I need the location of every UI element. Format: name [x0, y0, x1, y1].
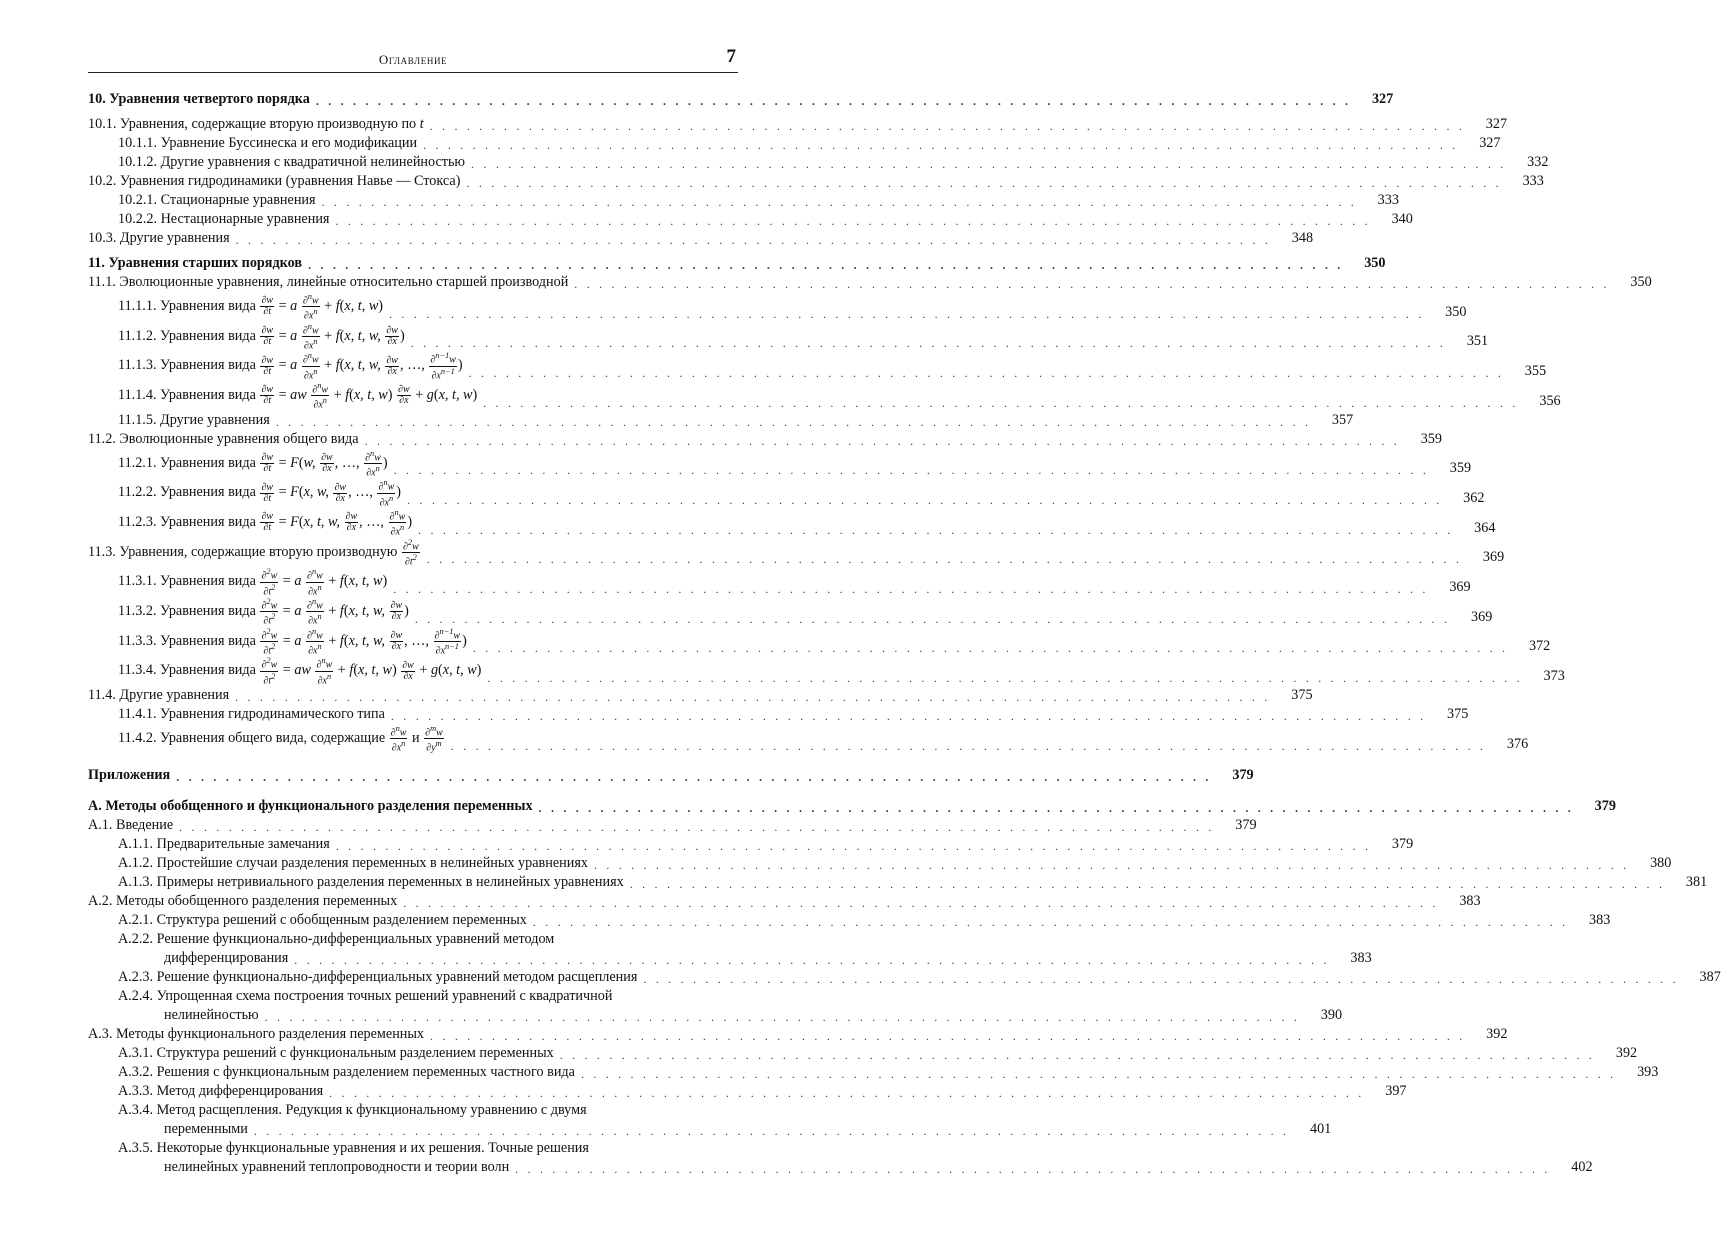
formula-fraction: $\frac{\partial^nw}{\partial x^n}$ — [302, 292, 319, 322]
toc-page-number: 402 — [1571, 1158, 1593, 1175]
formula-fraction: $\frac{\partial^nw}{\partial x^n}$ — [306, 596, 323, 627]
toc-entry-label: A.1. Введение — [88, 816, 174, 833]
toc-page-number: 393 — [1637, 1063, 1659, 1080]
toc-entry-a-3-4[interactable] — [88, 1101, 738, 1120]
toc-page-number: 362 — [1463, 489, 1485, 506]
toc-entry-a-1[interactable] — [88, 816, 1257, 835]
formula-fraction: $\frac{\partial^nw}{\partial x^n}$ — [306, 567, 323, 597]
toc-page-number: 369 — [1471, 608, 1493, 625]
dot-leader — [515, 1161, 1550, 1177]
toc-entry-label: 11.1.5. Другие уравнения — [118, 411, 270, 428]
toc-entry-a-3-5[interactable] — [88, 1139, 738, 1158]
toc-entry-11-3-4[interactable] — [88, 656, 1565, 686]
toc-page-number: 350 — [1630, 274, 1652, 290]
dot-leader — [423, 137, 1458, 153]
toc-page-number: 359 — [1449, 460, 1472, 477]
toc-entry-11-2-2[interactable] — [88, 478, 1485, 508]
toc-page-number: 348 — [1291, 230, 1314, 246]
toc-page-number: 327 — [1371, 91, 1394, 107]
toc-entry-label: 11.2. Эволюционные уравнения общего вида — [88, 430, 359, 447]
toc-entry-11-2-3[interactable] — [88, 507, 1496, 538]
toc-entry-11-3-2[interactable] — [88, 596, 1493, 627]
toc-entry-appendix-a[interactable] — [88, 797, 1616, 816]
dot-leader — [265, 1009, 1300, 1025]
toc-entry-11-1-2[interactable] — [88, 321, 1489, 352]
toc-page-number: 392 — [1486, 1025, 1508, 1042]
toc-entry-label: A.3.4. Метод расщепления. Редукция к функциональному уравнению с двумя — [118, 1101, 587, 1118]
toc-entry-label: нелинейностью — [164, 1006, 259, 1023]
dot-leader — [254, 1123, 1289, 1139]
toc-entry-a-3-4-cont[interactable] — [88, 1120, 1332, 1139]
formula-fraction: $\frac{\partial w}{\partial x}$ — [390, 629, 403, 652]
toc-page-number: 369 — [1449, 578, 1471, 595]
toc-entry-label: 11.3. Уравнения, содержащие вторую производную $\frac{\partial^2w}{\partial t^2}$ — [88, 537, 419, 568]
toc-page-number: 369 — [1482, 549, 1505, 566]
toc-entry-label: нелинейных уравнений теплопроводности и теории волн — [164, 1158, 510, 1175]
formula-fraction: $\frac{\partial w}{\partial t}$ — [261, 384, 274, 407]
toc-entry-a-2-2-cont[interactable] — [88, 949, 1372, 968]
formula: $\frac{\partial w}{\partial t}$ — [261, 295, 274, 318]
toc-entry-11-3-3[interactable] — [88, 626, 1551, 657]
toc-entry-label: 10.3. Другие уравнения — [88, 230, 230, 246]
formula-fraction: $\frac{\partial w}{\partial t}$ — [261, 451, 274, 474]
toc-entry-a-2-4-cont[interactable] — [88, 1006, 1343, 1025]
toc-entry-11-4[interactable] — [88, 686, 1313, 705]
formula-fraction: $\frac{\partial w}{\partial t}$ — [261, 511, 274, 534]
toc-entry-label: 11.2.3. Уравнения вида $\frac{\partial w}{\partial t}$ = F(x, t, w, $\frac{\partial w}{\partial x}$ , …, $\frac{\partial^nw}{\partial x^n}$ ) — [118, 507, 413, 538]
toc-entry-label: A.2.2. Решение функционально-дифференциальных уравнений методом — [118, 930, 555, 947]
formula-fraction: $\frac{\partial^{n-1}w}{\partial x^{n-1}}$ — [434, 626, 461, 657]
formula-fraction: $\frac{\partial^2w}{\partial t^2}$ — [261, 596, 278, 627]
formula-fraction: $\frac{\partial w}{\partial x}$ — [402, 659, 414, 682]
toc-entry-label: Приложения — [88, 766, 171, 783]
toc-entry-label: A.2.1. Структура решений с обобщенным разделением переменных — [118, 911, 527, 928]
dot-leader — [391, 708, 1426, 724]
dot-leader — [643, 971, 1678, 987]
toc-entry-a-3[interactable] — [88, 1025, 1508, 1044]
dot-leader — [430, 118, 1465, 134]
toc-page-number: 327 — [1479, 135, 1501, 151]
dot-leader — [630, 876, 1665, 892]
toc-entry-label: 10.2. Уравнения гидродинамики (уравнения Навье — Стокса) — [88, 173, 461, 189]
page-number: 7 — [726, 46, 736, 67]
toc-entry-label: 11. Уравнения старших порядков — [88, 255, 303, 271]
formula-fraction: $\frac{\partial^2w}{\partial t^2}$ — [261, 656, 278, 686]
toc-page-number: 376 — [1506, 735, 1529, 752]
formula-fraction: $\frac{\partial^nw}{\partial x^n}$ — [316, 656, 333, 686]
toc-entry-label: A.3.5. Некоторые функциональные уравнения и их решения. Точные решения — [118, 1139, 589, 1156]
toc-page-number: 327 — [1485, 116, 1508, 132]
dot-leader — [394, 462, 1429, 478]
formula-fraction: $\frac{\partial w}{\partial x}$ — [398, 384, 410, 407]
toc-page-number: 387 — [1699, 968, 1721, 985]
toc-page-number: 375 — [1291, 686, 1313, 703]
toc-entry-label: 10.1. Уравнения, содержащие вторую производную по t — [88, 116, 424, 132]
dot-leader — [365, 433, 1400, 449]
toc-entry-a-2-2[interactable] — [88, 930, 738, 949]
toc-entry-11-1-5[interactable] — [88, 411, 1354, 430]
toc-page-number: 359 — [1420, 430, 1442, 447]
toc-entry-11-2[interactable] — [88, 430, 1442, 449]
toc-entry-label: 10.2.1. Стационарные уравнения — [118, 192, 316, 208]
dot-leader — [393, 581, 1428, 597]
toc-entry-a-1-2[interactable] — [88, 854, 1672, 873]
formula-fraction: $\frac{\partial^nw}{\partial x^n}$ — [306, 626, 323, 657]
toc-entry-11-3-1[interactable] — [88, 567, 1471, 597]
toc-entry-label: 11.3.4. Уравнения вида $\frac{\partial^2w}{\partial t^2}$ = aw $\frac{\partial^nw}{\partial x^n}$ + f(x, t, w) $\frac{\partial w}{\partial x}$ + g(x, t, w) — [118, 656, 482, 686]
toc-entry-11-2-1[interactable] — [88, 448, 1472, 479]
toc-entry-10-2[interactable] — [88, 172, 1544, 191]
formula-fraction: $\frac{\partial w}{\partial x}$ — [334, 481, 347, 504]
toc-entry-10-2-1[interactable] — [88, 191, 1399, 210]
formula-fraction: $\frac{\partial^nw}{\partial x^n}$ — [389, 507, 406, 538]
dot-leader — [407, 492, 1442, 508]
dot-leader — [469, 365, 1504, 381]
toc-entry-10-3[interactable] — [88, 229, 1314, 248]
dot-leader — [427, 551, 1462, 567]
toc-entry-label: 11.1.1. Уравнения вида $\frac{\partial w}{\partial t}$ = a $\frac{\partial^nw}{\partial x^n}$ + f(x, t, w) — [118, 292, 384, 322]
toc-entry-label: 11.1. Эволюционные уравнения, линейные относительно старшей производной — [88, 274, 569, 290]
dot-leader — [430, 1028, 1465, 1044]
formula-fraction: $\frac{\partial^nw}{\partial x^n}$ — [390, 723, 407, 754]
dot-leader — [336, 838, 1371, 854]
dot-leader — [335, 213, 1370, 229]
toc-entry-a-2-4[interactable] — [88, 987, 738, 1006]
running-header — [88, 46, 738, 73]
dot-leader — [483, 395, 1518, 411]
toc-page-number: 351 — [1466, 333, 1489, 350]
toc-entry-chapter-11[interactable] — [88, 254, 1386, 273]
dot-leader — [451, 738, 1486, 754]
dot-leader — [329, 1085, 1364, 1101]
dot-leader — [415, 611, 1450, 627]
formula-fraction: $\frac{\partial^2w}{\partial t^2}$ — [402, 537, 419, 568]
toc-entry-11-4-1[interactable] — [88, 705, 1469, 724]
toc-entry-11-1-4[interactable] — [88, 380, 1561, 411]
toc-page-number: 357 — [1331, 411, 1354, 428]
toc-entry-label: 10.1.2. Другие уравнения с квадратичной нелинейностью — [118, 154, 466, 170]
toc-page-number: 372 — [1528, 638, 1551, 655]
formula-fraction: $\frac{\partial w}{\partial x}$ — [321, 451, 333, 474]
dot-leader — [471, 156, 1506, 172]
dot-leader — [179, 819, 1214, 835]
toc-entry-a-3-3[interactable] — [88, 1082, 1407, 1101]
dot-leader — [389, 306, 1424, 322]
dot-leader — [308, 257, 1343, 273]
toc-page-number: 392 — [1615, 1044, 1638, 1061]
formula-fraction: $\frac{\partial^2w}{\partial t^2}$ — [261, 626, 278, 657]
dot-leader — [403, 895, 1438, 911]
toc-page-number: 332 — [1527, 154, 1549, 170]
toc-entry-a-3-5-cont[interactable] — [88, 1158, 1593, 1177]
toc-page-number: 381 — [1685, 873, 1708, 890]
dot-leader — [594, 857, 1629, 873]
toc-page-number: 364 — [1474, 519, 1496, 536]
running-title: Оглавление — [378, 52, 448, 67]
toc-entry-10-1-1[interactable] — [88, 134, 1501, 153]
toc-page-number: 379 — [1235, 816, 1257, 833]
formula-fraction: $\frac{\partial^nw}{\partial x^n}$ — [302, 351, 319, 381]
toc-entry-label: A.1.1. Предварительные замечания — [118, 835, 330, 852]
toc-entry-label: A. Методы обобщенного и функционального разделения переменных — [88, 797, 533, 814]
dot-leader — [316, 93, 1351, 109]
toc-page-number: 383 — [1589, 911, 1611, 928]
toc-page-number: 350 — [1364, 255, 1386, 271]
toc-entry-label: A.3.2. Решения с функциональным разделением переменных частного вида — [118, 1063, 575, 1080]
toc-entry-label: переменными — [164, 1120, 248, 1137]
dot-leader — [581, 1066, 1616, 1082]
toc-entry-a-2-1[interactable] — [88, 911, 1611, 930]
toc-entry-10-2-2[interactable] — [88, 210, 1413, 229]
toc-entry-10-1[interactable] — [88, 115, 1508, 134]
toc-page-number: 380 — [1650, 854, 1672, 871]
toc-page-number: 375 — [1447, 705, 1469, 722]
toc-entry-label: 11.1.2. Уравнения вида $\frac{\partial w}{\partial t}$ = a $\frac{\partial^nw}{\partial x^n}$ + f(x, t, w, $\frac{\partial w}{\partial x}$ ) — [118, 321, 405, 352]
toc-page-number: 350 — [1445, 303, 1467, 320]
formula-fraction: $\frac{\partial^nw}{\partial x^n}$ — [378, 478, 395, 508]
formula-fraction: $\frac{\partial^nw}{\partial x^n}$ — [302, 321, 319, 352]
toc-page-number: 355 — [1524, 362, 1547, 379]
dot-leader — [473, 640, 1508, 656]
dot-leader — [235, 689, 1270, 705]
toc-entry-11-1[interactable] — [88, 273, 1652, 292]
toc-page-number: 401 — [1309, 1120, 1332, 1137]
dot-leader — [487, 670, 1522, 686]
toc-entry-label: A.1.2. Простейшие случаи разделения переменных в нелинейных уравнениях — [118, 854, 588, 871]
toc-page-number: 373 — [1543, 667, 1565, 684]
toc-entry-label: A.1.3. Примеры нетривиального разделения переменных в нелинейных уравнениях — [118, 873, 624, 890]
toc-entry-label: A.2. Методы обобщенного разделения переменных — [88, 892, 398, 909]
toc-entry-label: 11.4.2. Уравнения общего вида, содержащие $\frac{\partial^nw}{\partial x^n}$ и $\frac{\partial^mw}{\partial y^m}$ — [118, 723, 443, 754]
toc-entry-label: A.2.4. Упрощенная схема построения точных решений уравнений с квадратичной — [118, 987, 613, 1004]
toc-entry-11-3[interactable] — [88, 537, 1505, 568]
toc-page-number: 390 — [1320, 1006, 1343, 1023]
formula-fraction: $\frac{\partial^2w}{\partial t^2}$ — [261, 567, 278, 597]
toc-page-number: 333 — [1522, 173, 1544, 189]
formula-fraction: $\frac{\partial^mw}{\partial y^m}$ — [425, 723, 443, 754]
dot-leader — [574, 276, 1609, 292]
toc-entry-label: 11.4. Другие уравнения — [88, 686, 230, 703]
toc-entry-label: 10. Уравнения четвертого порядка — [88, 91, 310, 107]
toc-entry-label: 11.4.1. Уравнения гидродинамического типа — [118, 705, 385, 722]
toc-page-number: 397 — [1385, 1082, 1407, 1099]
dot-leader — [533, 914, 1568, 930]
toc-entry-a-3-1[interactable] — [88, 1044, 1638, 1063]
dot-leader — [236, 232, 1271, 248]
toc-entry-11-1-3[interactable] — [88, 351, 1547, 381]
toc-entry-label: A.3.3. Метод дифференцирования — [118, 1082, 324, 1099]
toc-entry-label: A.3. Методы функционального разделения переменных — [88, 1025, 425, 1042]
toc-page-number: 383 — [1350, 949, 1372, 966]
dot-leader — [276, 414, 1311, 430]
toc-entry-label: 11.3.3. Уравнения вида $\frac{\partial^2w}{\partial t^2}$ = a $\frac{\partial^nw}{\partial x^n}$ + f(x, t, w, $\frac{\partial w}{\partial x}$ , …, $\frac{\partial^{n-1}w}{\partial x^{n-1}}$ ) — [118, 626, 467, 657]
formula-fraction: $\frac{\partial w}{\partial t}$ — [261, 354, 274, 377]
toc-entry-11-4-2[interactable] — [88, 723, 1529, 754]
toc-entry-a-2[interactable] — [88, 892, 1481, 911]
dot-leader — [411, 335, 1446, 351]
toc-entry-label: 11.2.1. Уравнения вида $\frac{\partial w}{\partial t}$ = F(w, $\frac{\partial w}{\partial x}$ , …, $\frac{\partial^nw}{\partial x^n}$ ) — [118, 448, 388, 479]
dot-leader — [322, 194, 1357, 210]
formula-fraction: $\frac{\partial^{n-1}w}{\partial x^{n-1}}$ — [430, 351, 456, 381]
toc-entry-label: 11.3.2. Уравнения вида $\frac{\partial^2w}{\partial t^2}$ = a $\frac{\partial^nw}{\partial x^n}$ + f(x, t, w, $\frac{\partial w}{\partial x}$ ) — [118, 596, 409, 627]
toc-entry-a-1-3[interactable] — [88, 873, 1708, 892]
dot-leader — [176, 769, 1211, 785]
toc-entry-label: 11.2.2. Уравнения вида $\frac{\partial w}{\partial t}$ = F(x, w, $\frac{\partial w}{\partial x}$ , …, $\frac{\partial^nw}{\partial x^n}$ ) — [118, 478, 402, 508]
toc-entry-label: 11.1.4. Уравнения вида $\frac{\partial w}{\partial t}$ = aw $\frac{\partial^nw}{\partial x^n}$ + f(x, t, w) $\frac{\partial w}{\partial x}$ + g(x, t, w) — [118, 380, 478, 411]
toc-entry-label: A.3.1. Структура решений с функциональным разделением переменных — [118, 1044, 554, 1061]
toc-page-number: 379 — [1391, 835, 1414, 852]
formula-fraction: $\frac{\partial w}{\partial x}$ — [390, 600, 403, 623]
toc-page-number: 340 — [1391, 211, 1413, 227]
formula-fraction: $\frac{\partial^nw}{\partial x^n}$ — [365, 448, 381, 479]
toc-page-number: 356 — [1539, 392, 1561, 409]
toc-entry-label: 11.1.3. Уравнения вида $\frac{\partial w}{\partial t}$ = a $\frac{\partial^nw}{\partial x^n}$ + f(x, t, w, $\frac{\partial w}{\partial x}$ , …, $\frac{\partial^{n-1}w}{\partial x^{n-1}}$ ) — [118, 351, 463, 381]
formula-fraction: $\frac{\partial w}{\partial t}$ — [261, 481, 274, 504]
toc-entry-11-1-1[interactable] — [88, 292, 1467, 322]
toc-entry-a-1-1[interactable] — [88, 835, 1414, 854]
formula-fraction: $\frac{\partial w}{\partial x}$ — [386, 324, 398, 347]
toc-entry-label: 10.2.2. Нестационарные уравнения — [118, 211, 330, 227]
dot-leader — [560, 1047, 1595, 1063]
toc-entry-a-2-3[interactable] — [88, 968, 1721, 987]
toc-entry-label: 11.3.1. Уравнения вида $\frac{\partial^2w}{\partial t^2}$ = a $\frac{\partial^nw}{\partial x^n}$ + f(x, t, w) — [118, 567, 388, 597]
toc-entry-label: A.2.3. Решение функционально-дифференциальных уравнений методом расщепления — [118, 968, 638, 985]
toc-page-number: 379 — [1232, 766, 1254, 783]
dot-leader — [466, 175, 1501, 191]
formula-fraction: $\frac{\partial^nw}{\partial x^n}$ — [312, 380, 329, 411]
formula-fraction: $\frac{\partial w}{\partial x}$ — [345, 511, 358, 534]
toc-page-number: 333 — [1377, 192, 1399, 208]
toc-entry-appendices[interactable] — [88, 766, 1254, 785]
toc-entry-10-1-2[interactable] — [88, 153, 1549, 172]
toc-entry-chapter-10[interactable] — [88, 90, 1394, 109]
toc-entry-label: дифференцирования — [164, 949, 289, 966]
toc-entry-a-3-2[interactable] — [88, 1063, 1659, 1082]
toc-page-number: 379 — [1594, 797, 1616, 814]
toc-entry-label: 10.1.1. Уравнение Буссинеска и его модификации — [118, 135, 418, 151]
dot-leader — [294, 952, 1329, 968]
table-of-contents — [88, 90, 1721, 1177]
dot-leader — [418, 522, 1453, 538]
toc-page-number: 383 — [1459, 892, 1481, 909]
formula-fraction: $\frac{\partial w}{\partial x}$ — [386, 354, 398, 377]
dot-leader — [539, 800, 1574, 816]
formula-fraction: $\frac{\partial w}{\partial t}$ — [261, 324, 274, 347]
